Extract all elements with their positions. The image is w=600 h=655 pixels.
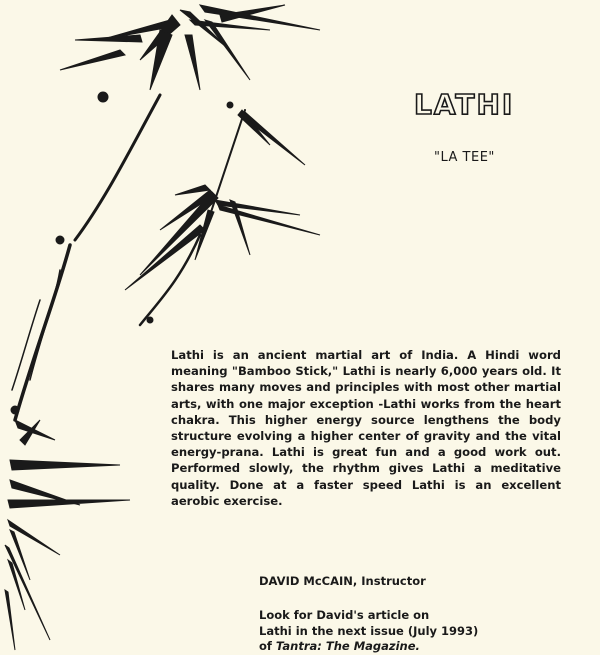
bamboo-leaf xyxy=(190,20,270,30)
bamboo-leaf xyxy=(75,35,142,42)
bamboo-stalk xyxy=(15,245,70,420)
bamboo-stalk xyxy=(30,270,60,380)
bamboo-leaf xyxy=(60,50,125,70)
ink-spot xyxy=(56,236,64,244)
bamboo-leaf xyxy=(185,35,200,90)
ink-spot xyxy=(98,92,108,102)
magazine-title: Tantra: The Magazine. xyxy=(275,639,420,653)
article-note xyxy=(259,608,559,655)
ink-spot xyxy=(11,406,19,414)
note-prefix: of xyxy=(259,639,276,653)
bamboo-leaf xyxy=(8,500,130,508)
bamboo-leaf xyxy=(5,590,15,650)
bamboo-leaf xyxy=(150,30,172,90)
bamboo-leaf xyxy=(205,20,250,80)
description-paragraph: Lathi is an ancient martial art of India. A Hindi word meaning "Bamboo Stick," Lathi is nearly 6,000 years old. It shares many moves and principles with most other martial arts, with one major exception -Lathi works from the heart chakra. This higher energy source lengthens the body structure evolving a higher center of gravity and the vital energy-prana. Lathi is great fun and a good work out. Performed slowly, the rhythm gives Lathi a meditative quality. Done at a faster speed Lathi is an excellent aerobic exercise. xyxy=(171,348,561,508)
bamboo-stalk xyxy=(75,95,160,240)
bamboo-leaf xyxy=(238,110,270,145)
bamboo-leaf xyxy=(125,225,205,290)
bamboo-leaf xyxy=(15,420,55,440)
note-line: Lathi in the next issue (July 1993) xyxy=(259,623,479,638)
bamboo-stalk xyxy=(140,235,200,325)
ink-spot xyxy=(147,317,153,323)
instructor-credit: DAVID McCAIN, Instructor xyxy=(259,574,426,588)
bamboo-leaf xyxy=(10,460,120,470)
bamboo-stalk xyxy=(12,300,40,390)
bamboo-leaf xyxy=(175,185,210,195)
pronunciation-subtitle: "LA TEE" xyxy=(434,150,495,165)
note-line xyxy=(259,639,559,655)
ink-spot xyxy=(227,102,233,108)
page-title: LATHI xyxy=(414,88,515,121)
bamboo-leaf xyxy=(140,192,218,275)
note-line: Look for David's article on xyxy=(259,608,430,622)
